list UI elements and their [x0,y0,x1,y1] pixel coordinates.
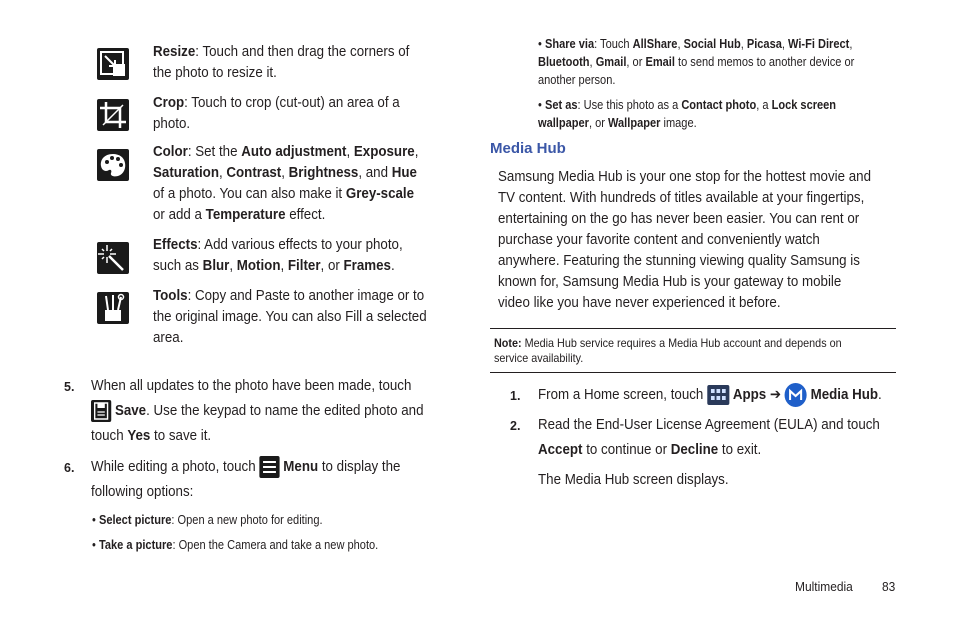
tools-icon [97,292,129,324]
footer-section: Multimedia [795,579,853,594]
step-6-text: While editing a photo, touch Menu to display the following options: [91,455,445,505]
bullet-share-via: • Share via: Touch AllShare, Social Hub, Picasa, Wi-Fi Direct, Bluetooth, Gmail, or Email to send memos to another device or another person. [538,36,855,87]
media-hub-icon [785,383,807,407]
note: Note: Media Hub service requires a Media Hub account and depends on service availability. [494,336,842,365]
palette-icon [97,149,129,181]
step-2-text: Read the End-User License Agreement (EULA) and touch Accept to continue or Decline to exit. [538,417,880,458]
step-5-number: 5. [64,380,75,394]
color-description: Color: Set the Auto adjustment, Exposure, Saturation, Contrast, Brightness, and Hue of a photo. You can also make it Grey-scale or add a Temperature effect. [153,144,419,223]
step-6-number: 6. [64,461,75,475]
save-icon [91,400,111,422]
option-take-picture: • Take a picture: Open the Camera and take a new photo. [92,537,379,552]
resize-icon [97,48,129,80]
crop-icon [97,99,129,131]
page-number: 83 [882,579,896,594]
apps-icon [707,385,729,405]
menu-icon [259,456,279,478]
step-1-number: 1. [510,389,521,403]
step-5-text: When all updates to the photo have been made, touch Save. Use the keypad to name the edited photo and touch Yes to save it. [91,378,424,444]
step-2-result: The Media Hub screen displays. [538,472,729,488]
step-2-number: 2. [510,419,521,433]
note-bottom-rule [490,372,896,373]
effects-description: Effects: Add various effects to your photo, such as Blur, Motion, Filter, or Frames. [153,237,403,274]
tools-description: Tools: Copy and Paste to another image or to the original image. You can also Fill a selected area. [153,288,427,346]
step-1-text: From a Home screen, touch Apps ➔ Media Hub. [538,383,888,408]
media-hub-heading: Media Hub [490,140,566,157]
media-hub-paragraph: Samsung Media Hub is your one stop for the hottest movie and TV content. With hundreds of titles available at your fingertips, entertaining on the go has never been easier. You can rent or purchase your favorite content and conveniently watch anywhere. Featuring the stunning viewing quality Samsung is known for, Samsung Media Hub is your gateway to mobile video like you have never experienced it before. [498,169,871,311]
bullet-set-as: • Set as: Use this photo as a Contact photo, a Lock screen wallpaper, or Wallpaper image. [538,97,837,130]
crop-description: Crop: Touch to crop (cut-out) an area of a photo. [153,95,400,132]
option-select-picture: • Select picture: Open a new photo for editing. [92,512,323,527]
effects-icon [97,242,129,274]
resize-description: Resize: Touch and then drag the corners of the photo to resize it. [153,44,410,81]
note-top-rule [490,328,896,329]
